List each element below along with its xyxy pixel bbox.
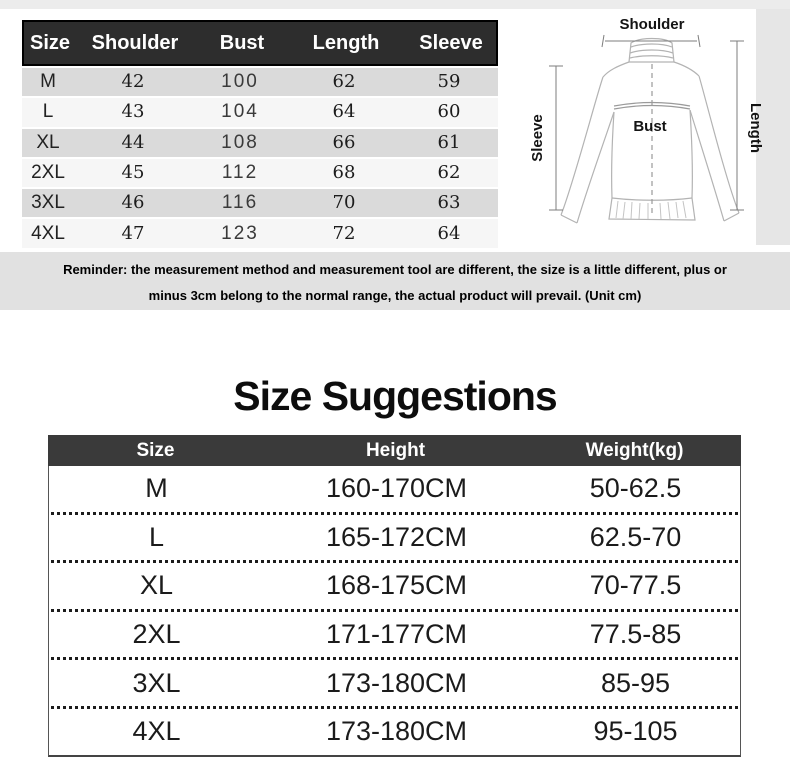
col-header-size: Size xyxy=(136,440,175,461)
col-header-size: Size xyxy=(29,32,71,54)
col-header-weight: Weight(kg) xyxy=(585,440,684,461)
shoulder-cell: 45 xyxy=(121,162,145,184)
table-row xyxy=(49,660,740,706)
col-header-height: Height xyxy=(365,440,426,461)
size-suggestions-table xyxy=(48,435,741,757)
col-header-bust: Bust xyxy=(219,32,265,54)
reminder-line-1: Reminder: the measurement method and measurement tool are different, the size is a little different, plus or xyxy=(63,262,727,277)
diagram-length-label: Length xyxy=(747,103,764,153)
size-cell: XL xyxy=(36,131,60,153)
table-row xyxy=(22,159,498,189)
shoulder-cell: 42 xyxy=(121,71,145,93)
jacket-measurement-diagram xyxy=(490,0,790,250)
measurement-table xyxy=(22,20,498,250)
bust-cell: 123 xyxy=(221,222,259,244)
table-row xyxy=(49,515,740,561)
height-cell: 160-170CM xyxy=(325,473,468,504)
table-row xyxy=(22,98,498,128)
height-cell: 173-180CM xyxy=(325,667,468,698)
table-row xyxy=(49,709,740,755)
size-cell: XL xyxy=(139,570,174,601)
bust-cell: 108 xyxy=(221,131,259,153)
shoulder-cell: 46 xyxy=(121,192,145,214)
size-cell: L xyxy=(42,101,54,123)
diagram-sleeve-label: Sleeve xyxy=(529,114,546,162)
size-suggestions-title: Size Suggestions xyxy=(233,373,557,420)
size-cell: 3XL xyxy=(31,192,65,214)
table-row xyxy=(22,68,498,98)
table-row xyxy=(49,563,740,609)
height-cell: 168-175CM xyxy=(325,570,468,601)
size-cell: 4XL xyxy=(31,222,65,244)
table-row xyxy=(49,612,740,658)
suggestions-table-header xyxy=(48,435,741,466)
bust-cell: 116 xyxy=(221,192,259,214)
measurement-table-body xyxy=(22,68,498,250)
table-row xyxy=(49,466,740,512)
sleeve-cell: 64 xyxy=(437,222,461,244)
measurement-table-header xyxy=(22,20,498,66)
length-cell: 70 xyxy=(332,192,356,214)
bust-cell: 104 xyxy=(221,101,259,123)
size-cell: M xyxy=(40,71,56,93)
length-cell: 66 xyxy=(332,131,356,153)
col-header-length: Length xyxy=(312,32,380,54)
weight-cell: 62.5-70 xyxy=(589,521,682,552)
size-cell: 2XL xyxy=(31,162,65,184)
table-row xyxy=(22,189,498,219)
bust-cell: 112 xyxy=(221,162,259,184)
weight-cell: 85-95 xyxy=(600,667,671,698)
col-header-sleeve: Sleeve xyxy=(419,32,483,54)
weight-cell: 70-77.5 xyxy=(589,570,682,601)
sleeve-cell: 60 xyxy=(437,101,461,123)
size-cell: 4XL xyxy=(132,716,181,747)
reminder-line-2: minus 3cm belong to the normal range, the actual product will prevail. (Unit cm) xyxy=(148,288,642,303)
sleeve-cell: 61 xyxy=(437,131,461,153)
length-cell: 68 xyxy=(332,162,356,184)
weight-cell: 95-105 xyxy=(593,716,678,747)
diagram-shoulder-label: Shoulder xyxy=(619,16,685,33)
height-cell: 171-177CM xyxy=(325,619,468,650)
shoulder-cell: 43 xyxy=(121,101,145,123)
sleeve-cell: 59 xyxy=(437,71,461,93)
table-row xyxy=(22,129,498,159)
weight-cell: 50-62.5 xyxy=(589,473,682,504)
bust-cell: 100 xyxy=(221,71,259,93)
suggestions-table-body xyxy=(48,466,741,757)
shoulder-cell: 44 xyxy=(121,131,145,153)
shoulder-cell: 47 xyxy=(121,222,145,244)
length-cell: 64 xyxy=(332,101,356,123)
height-cell: 173-180CM xyxy=(325,716,468,747)
size-cell: L xyxy=(148,521,165,552)
col-header-shoulder: Shoulder xyxy=(91,32,179,54)
size-cell: M xyxy=(145,473,168,504)
size-cell: 2XL xyxy=(132,619,181,650)
sleeve-cell: 63 xyxy=(437,192,461,214)
weight-cell: 77.5-85 xyxy=(589,619,682,650)
height-cell: 165-172CM xyxy=(325,521,468,552)
table-row xyxy=(22,219,498,249)
size-cell: 3XL xyxy=(132,667,181,698)
sleeve-cell: 62 xyxy=(437,162,461,184)
length-cell: 62 xyxy=(332,71,356,93)
diagram-bust-label: Bust xyxy=(633,118,667,135)
length-cell: 72 xyxy=(332,222,356,244)
reminder-note xyxy=(0,252,790,310)
